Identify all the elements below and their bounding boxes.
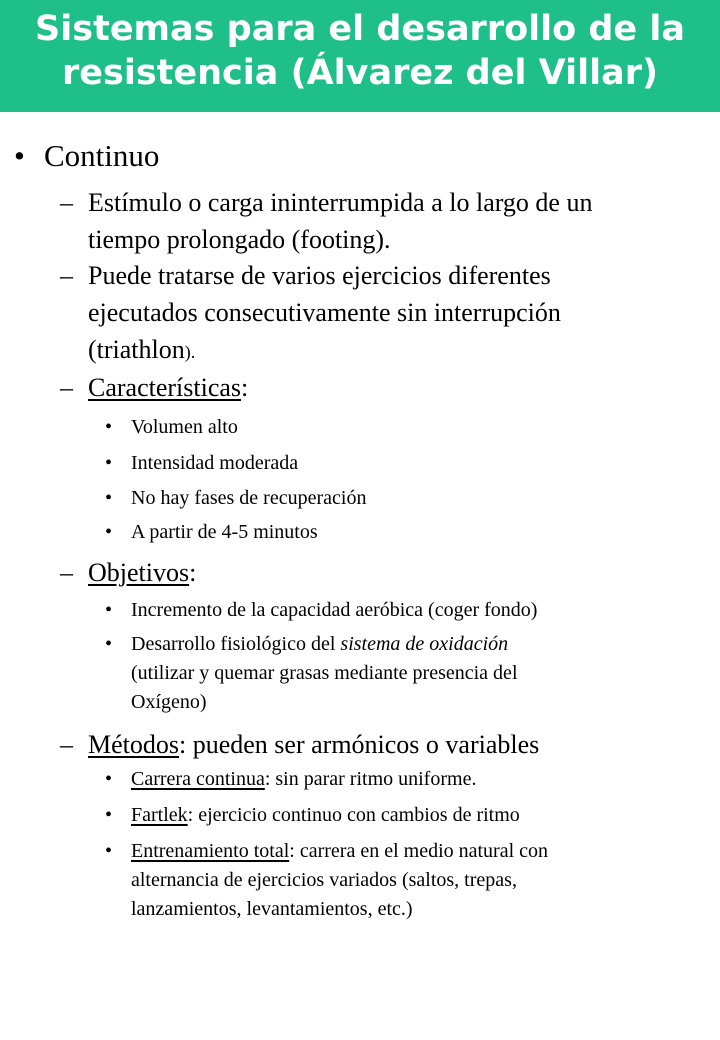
line: Estímulo o carga ininterrumpida a lo largo de un	[88, 188, 593, 217]
line: ejecutados consecutivamente sin interrupción	[88, 298, 561, 327]
section-heading: Continuo	[44, 138, 160, 173]
dash-marker: –	[60, 730, 73, 759]
bullet-marker: •	[14, 138, 25, 173]
bullet-marker: •	[105, 521, 113, 543]
bullet-marker: •	[105, 599, 113, 621]
underlined-label: Métodos	[88, 730, 179, 759]
bullet-marker: •	[105, 804, 113, 826]
bullet-marker: •	[105, 416, 113, 438]
line: tiempo prolongado (footing).	[88, 225, 391, 254]
dash-marker: –	[60, 188, 73, 217]
line: Puede tratarse de varios ejercicios diferentes	[88, 261, 551, 290]
dash-marker: –	[60, 261, 73, 290]
bullet-marker: •	[105, 633, 113, 655]
bullet-marker: •	[105, 452, 113, 474]
underlined-label: Características	[88, 373, 242, 402]
dash-marker: –	[60, 373, 73, 402]
bullet-marker: •	[105, 768, 113, 790]
line: (triathlon).	[88, 335, 196, 364]
slide-title	[0, 0, 720, 112]
title-line-2: resistencia (Álvarez del Villar)	[62, 53, 658, 93]
underlined-label: Objetivos	[88, 558, 190, 587]
dash-marker: –	[60, 558, 73, 587]
bullet-marker: •	[105, 840, 113, 862]
title-line-1: Sistemas para el desarrollo de la	[35, 9, 685, 49]
bullet-marker: •	[105, 487, 113, 509]
